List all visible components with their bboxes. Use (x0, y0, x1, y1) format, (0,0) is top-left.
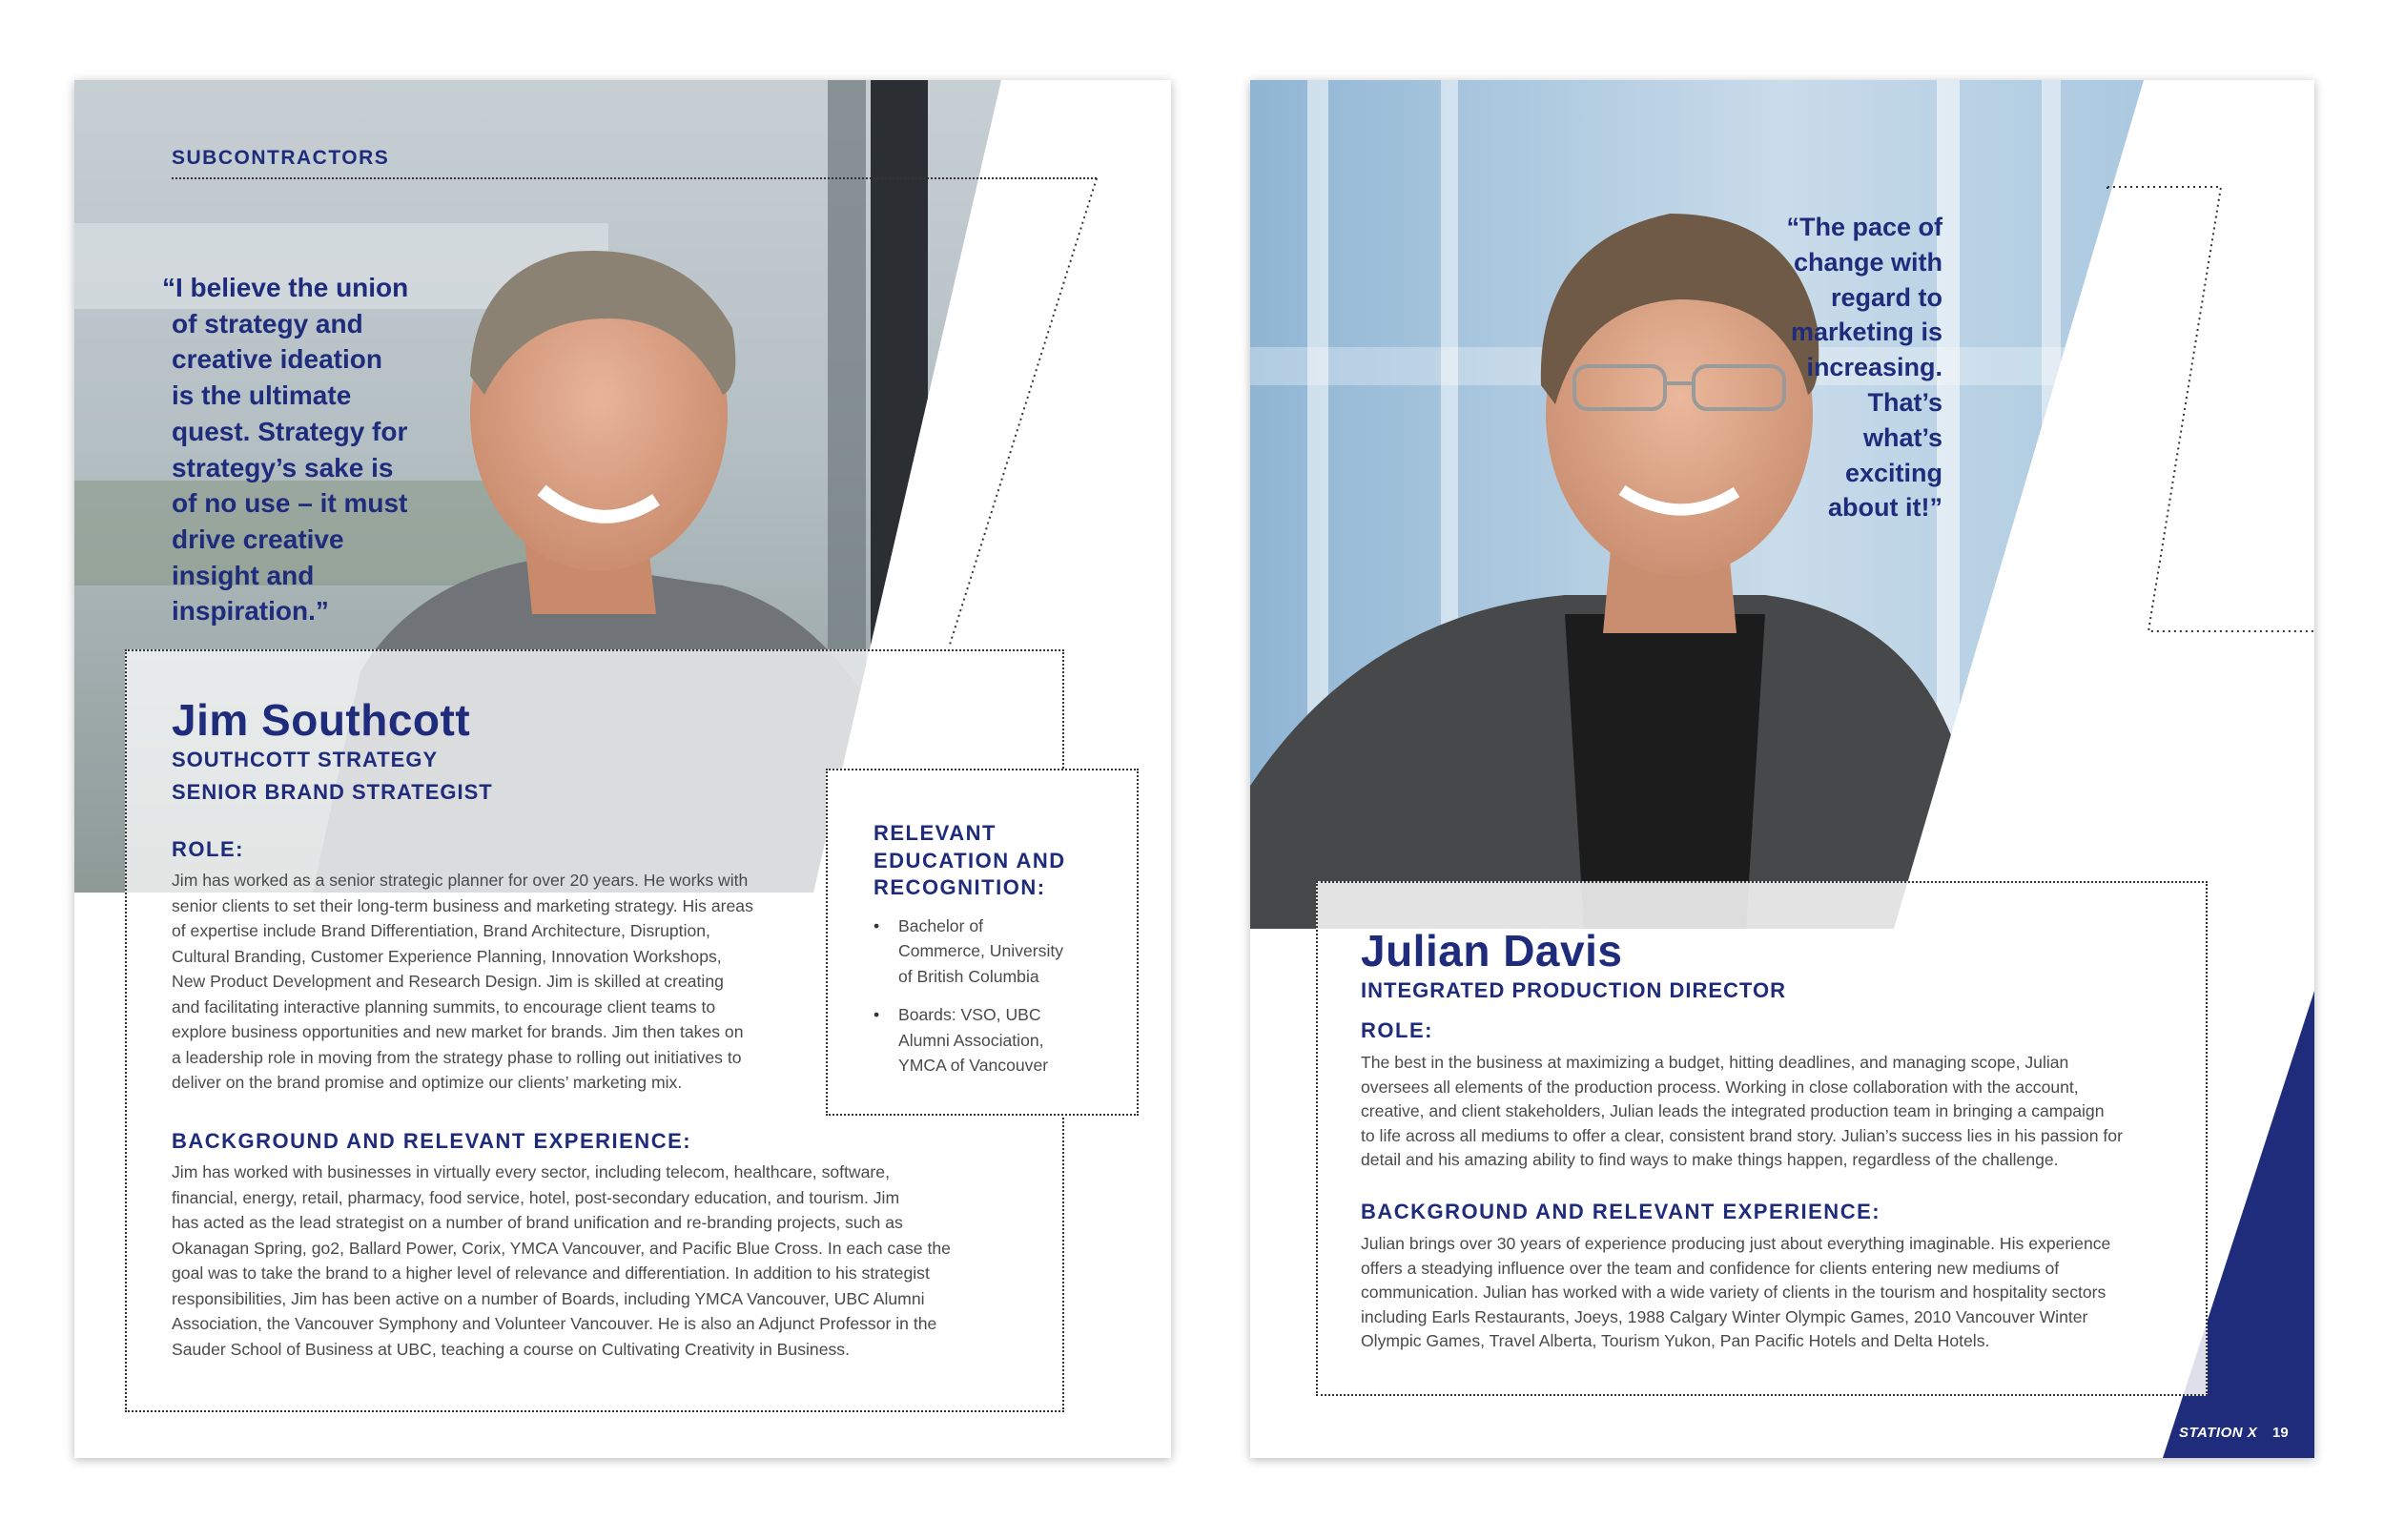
person-title: SENIOR BRAND STRATEGIST (172, 780, 493, 804)
left-page (74, 80, 1171, 1458)
person-company: SOUTHCOTT STRATEGY (172, 748, 439, 771)
quote-line: inspiration.” (172, 596, 329, 626)
background-line: responsibilities, Jim has been active on a number of Boards, including YMCA Vancouver, UBC Alumni (172, 1288, 925, 1308)
role-line: explore business opportunities and new market for brands. Jim then takes on (172, 1022, 744, 1041)
background-line: Association, the Vancouver Symphony and Volunteer Vancouver. He is also an Adjunct Professor in the (172, 1314, 937, 1333)
jim-quote (162, 270, 467, 629)
quote-line: drive creative (172, 524, 344, 554)
education-heading-line: RECOGNITION: (873, 875, 1046, 899)
page-number: 19 (2272, 1425, 2289, 1441)
quote-line: quest. Strategy for (172, 416, 408, 446)
education-box (826, 769, 1139, 1116)
role-heading: ROLE: (172, 837, 244, 861)
role-line: New Product Development and Research Design. Jim is skilled at creating (172, 972, 724, 991)
role-line: creative, and client stakeholders, Julian leads the integrated production team in bringing a campaign (1361, 1101, 2105, 1121)
education-item (873, 914, 1112, 990)
quote-line: creative ideation (172, 344, 382, 375)
quote-line: increasing. (1806, 353, 1942, 382)
role-line: a leadership role in moving from the strategy phase to rolling out initiatives to (172, 1047, 742, 1067)
role-line: senior clients to set their long-term business and marketing strategy. His areas (172, 895, 753, 915)
station-x-logo: STATION X (2179, 1425, 2258, 1441)
quote-line: about it!” (1828, 493, 1942, 523)
education-item-line: Alumni Association, (898, 1030, 1044, 1050)
role-line: to life across all mediums to offer a clear, consistent brand story. Julian’s success lies in his passion for (1361, 1125, 2123, 1145)
quote-line: of no use – it must (172, 488, 408, 519)
background-line: offers a steadying influence over the team and confidence for clients entering new mediums of (1361, 1258, 2060, 1278)
quote-line: strategy’s sake is (172, 452, 394, 483)
education-list (873, 914, 1112, 1078)
education-item-line: • Bachelor of (898, 915, 983, 935)
education-heading (873, 820, 1112, 902)
background-line: financial, energy, retail, pharmacy, food service, hotel, post-secondary education, and tourism. Jim (172, 1187, 900, 1207)
education-heading-line: RELEVANT (873, 821, 997, 845)
background-line: communication. Julian has worked with a wide variety of clients in the tourism and hospitality sectors (1361, 1283, 2107, 1303)
background-line: including Earls Restaurants, Joeys, 1988 Calgary Winter Olympic Games, 2010 Vancouver Winter (1361, 1306, 2088, 1326)
quote-line: insight and (172, 560, 315, 590)
background-text (172, 1160, 1030, 1362)
right-page (1250, 80, 2314, 1458)
education-item-line: • Boards: VSO, UBC (898, 1005, 1041, 1024)
education-item (873, 1002, 1112, 1078)
quote-line: marketing is (1790, 318, 1942, 347)
quote-line: change with (1793, 247, 1942, 277)
role-line: deliver on the brand promise and optimize our clients’ marketing mix. (172, 1073, 683, 1092)
background-line: goal was to take the brand to a higher level of relevance and differentiation. In addition to his strategist (172, 1263, 930, 1283)
background-line: Okanagan Spring, go2, Ballard Power, Corix, YMCA Vancouver, and Pacific Blue Cross. In each case the (172, 1238, 951, 1258)
background-text (1361, 1232, 2181, 1354)
quote-line: exciting (1844, 458, 1942, 487)
background-heading: BACKGROUND AND RELEVANT EXPERIENCE: (1361, 1200, 1881, 1223)
role-line: The best in the business at maximizing a budget, hitting deadlines, and managing scope, Julian (1361, 1053, 2069, 1072)
education-item-line: Commerce, University (898, 941, 1064, 960)
role-text (172, 868, 820, 1096)
person-title: INTEGRATED PRODUCTION DIRECTOR (1361, 978, 1786, 1002)
background-line: Olympic Games, Travel Alberta, Tourism Yukon, Pan Pacific Hotels and Delta Hotels. (1361, 1331, 1990, 1351)
quote-line: what’s (1862, 422, 1942, 452)
person-name: Jim Southcott (172, 695, 471, 745)
background-line: Julian brings over 30 years of experience producing just about everything imaginable. His experience (1361, 1234, 2111, 1253)
role-text (1361, 1051, 2181, 1173)
section-label: SUBCONTRACTORS (172, 147, 390, 169)
quote-line: “The pace of (1786, 213, 1942, 241)
role-line: and facilitating interactive planning summits, to encourage client teams to (172, 996, 716, 1016)
role-line: Jim has worked as a senior strategic planner for over 20 years. He works with (172, 871, 749, 890)
role-line: detail and his amazing ability to find ways to make things happen, regardless of the challenge. (1361, 1150, 2059, 1170)
quote-line: of strategy and (172, 308, 363, 339)
background-line: Sauder School of Business at UBC, teaching a course on Cultivating Creativity in Business. (172, 1339, 850, 1359)
quote-line: That’s (1867, 387, 1942, 417)
education-item-line: YMCA of Vancouver (898, 1056, 1049, 1075)
role-line: oversees all elements of the production process. Working in close collaboration with the account, (1361, 1077, 2079, 1097)
background-line: has acted as the lead strategist on a number of brand unification and re-branding projects, such as (172, 1213, 903, 1232)
role-line: of expertise include Brand Differentiation, Brand Architecture, Disruption, (172, 921, 710, 940)
background-line: Jim has worked with businesses in virtually every sector, including telecom, healthcare, software, (172, 1162, 890, 1181)
education-item-line: of British Columbia (898, 966, 1039, 986)
julian-quote (1708, 210, 1942, 525)
person-name: Julian Davis (1361, 926, 1623, 975)
quote-line: is the ultimate (172, 380, 352, 411)
background-heading: BACKGROUND AND RELEVANT EXPERIENCE: (172, 1129, 692, 1153)
education-heading-line: EDUCATION AND (873, 848, 1066, 873)
quote-line: regard to (1830, 282, 1942, 312)
role-line: Cultural Branding, Customer Experience Planning, Innovation Workshops, (172, 946, 722, 966)
role-heading: ROLE: (1361, 1018, 1433, 1042)
quote-line: “I believe the union (162, 273, 409, 302)
